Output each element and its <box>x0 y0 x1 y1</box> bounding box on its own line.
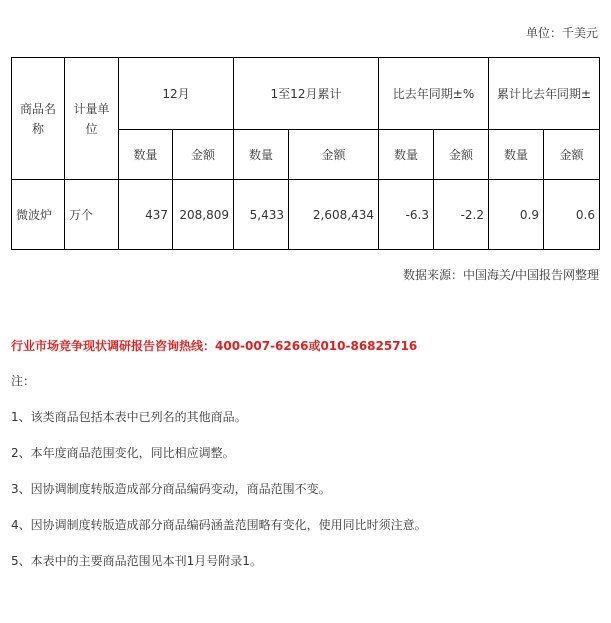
table-row <box>12 180 600 250</box>
header-group-month: 12月 <box>119 58 234 130</box>
trade-data-table <box>11 57 600 250</box>
header-month-amount: 金额 <box>173 130 234 180</box>
list-item: 2、本年度商品范围变化，同比相应调整。 <box>11 446 235 460</box>
cell-product: 微波炉 <box>12 180 65 250</box>
cell-yoy-qty: -6.3 <box>379 180 434 250</box>
cell-cum-qty: 5,433 <box>234 180 289 250</box>
header-group-yoy: 比去年同期±% <box>379 58 489 130</box>
list-item: 4、因协调制度转版造成部分商品编码涵盖范围略有变化，使用同比时须注意。 <box>11 518 427 532</box>
data-source-note: 数据来源：中国海关/中国报告网整理 <box>402 268 599 282</box>
header-product-name: 商品名称 <box>12 58 65 180</box>
header-month-qty: 数量 <box>119 130 173 180</box>
header-yoy-amount: 金额 <box>434 130 489 180</box>
header-yoy-qty: 数量 <box>379 130 434 180</box>
list-item: 1、该类商品包括本表中已列名的其他商品。 <box>11 410 247 424</box>
unit-label: 单位：千美元 <box>525 26 598 40</box>
cell-yoy-amount: -2.2 <box>434 180 489 250</box>
header-cum-yoy-amount: 金额 <box>544 130 600 180</box>
header-group-cumulative: 1至12月累计 <box>234 58 379 130</box>
hotline-text: 行业市场竞争现状调研报告咨询热线：400-007-6266或010-86825716 <box>11 339 418 353</box>
cell-month-amount: 208,809 <box>173 180 234 250</box>
header-cum-amount: 金额 <box>289 130 379 180</box>
list-item: 5、本表中的主要商品范围见本刊1月号附录1。 <box>11 554 262 568</box>
notes-heading: 注： <box>11 374 36 388</box>
cell-month-qty: 437 <box>119 180 173 250</box>
header-cum-yoy-qty: 数量 <box>489 130 544 180</box>
cell-cum-amount: 2,608,434 <box>289 180 379 250</box>
cell-cum-yoy-qty: 0.9 <box>489 180 544 250</box>
header-measure-unit: 计量单位 <box>65 58 119 180</box>
cell-unit: 万个 <box>65 180 119 250</box>
header-cum-qty: 数量 <box>234 130 289 180</box>
list-item: 3、因协调制度转版造成部分商品编码变动，商品范围不变。 <box>11 482 331 496</box>
table-header-row <box>12 58 600 130</box>
header-group-cum-yoy: 累计比去年同期± <box>489 58 600 130</box>
notes-list <box>11 373 427 589</box>
cell-cum-yoy-amount: 0.6 <box>544 180 600 250</box>
